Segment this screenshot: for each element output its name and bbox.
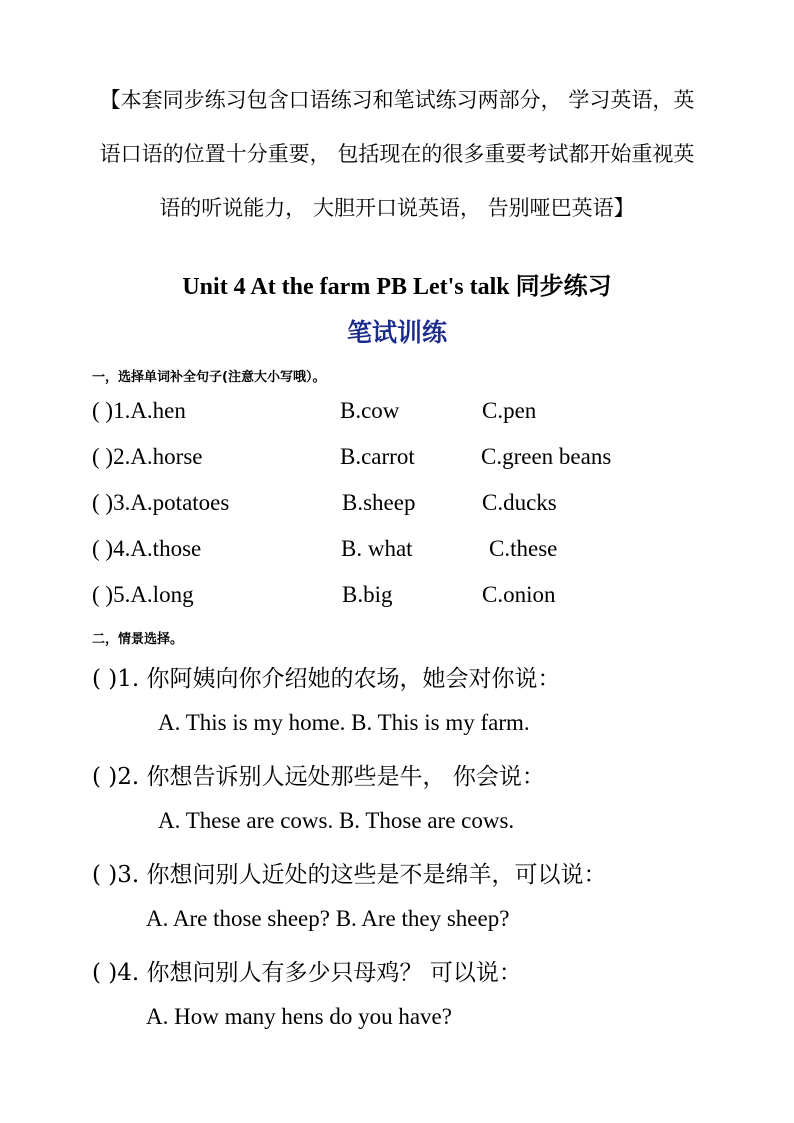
part1-item-3-a: ( )3.A.potatoes <box>92 490 230 515</box>
part2-item-3-question: ( )3. 你想问别人近处的这些是不是绵羊，可以说： <box>92 862 607 888</box>
part2-item-2-options: A. These are cows. B. Those are cows. <box>158 808 515 833</box>
part2-item-1-question: ( )1. 你阿姨向你介绍她的农场，她会对你说： <box>92 666 561 692</box>
part1-item-4-c: C.these <box>489 536 558 561</box>
intro-line-1: 【本套同步练习包含口语练习和笔试练习两部分， 学习英语，英 <box>99 88 695 112</box>
part1-item-3-c: C.ducks <box>482 490 557 515</box>
part1-item-1-a: ( )1.A.hen <box>92 398 186 423</box>
part1-item-1-b: B.cow <box>340 398 400 423</box>
part2-item-2-question: ( )2. 你想告诉别人远处那些是牛， 你会说： <box>92 764 545 790</box>
part1-item-3-b: B.sheep <box>342 490 416 515</box>
part1-item-4-a: ( )4.A.those <box>92 536 202 561</box>
part1-item-5-c: C.onion <box>482 582 556 607</box>
part2-item-1-options: A. This is my home. B. This is my farm. <box>158 710 530 735</box>
part1-item-5-a: ( )5.A.long <box>92 582 194 607</box>
part2-item-4-options: A. How many hens do you have? <box>146 1004 452 1029</box>
page-title: Unit 4 At the farm PB Let's talk 同步练习 <box>182 274 612 300</box>
intro-line-3: 语的听说能力， 大胆开口说英语， 告别哑巴英语】 <box>159 196 635 220</box>
part1-heading: 一，选择单词补全句子(注意大小写哦）。 <box>92 370 326 385</box>
part1-item-2-a: ( )2.A.horse <box>92 444 203 469</box>
page-subtitle: 笔试训练 <box>346 318 447 347</box>
part1-item-2-b: B.carrot <box>340 444 415 469</box>
part2-heading: 二，情景选择。 <box>92 632 184 647</box>
part1-item-5-b: B.big <box>342 582 393 607</box>
part1-item-2-c: C.green beans <box>481 444 612 469</box>
part1-item-1-c: C.pen <box>482 398 537 423</box>
intro-line-2: 语口语的位置十分重要， 包括现在的很多重要考试都开始重视英 <box>99 142 695 166</box>
part2-item-3-options: A. Are those sheep? B. Are they sheep? <box>146 906 510 931</box>
part1-item-4-b: B. what <box>341 536 413 561</box>
part2-item-4-question: ( )4. 你想问别人有多少只母鸡？ 可以说： <box>92 960 522 986</box>
